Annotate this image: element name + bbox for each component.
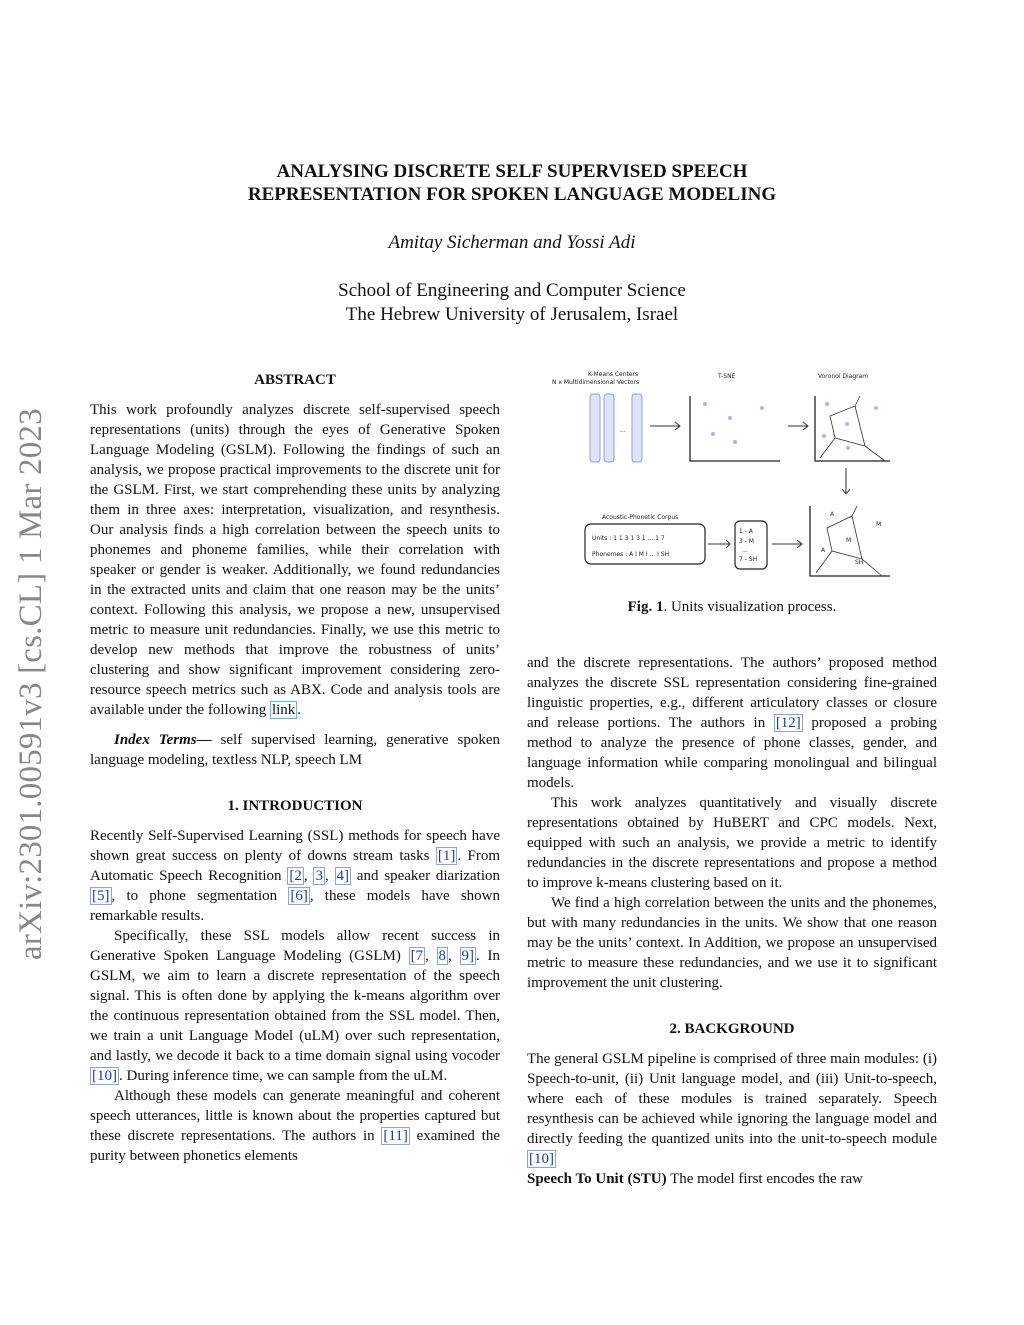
region-label-a: A [821, 547, 826, 554]
tsne-point [703, 402, 707, 406]
arxiv-identifier: arXiv:2301.00591v3 [cs.CL] 1 Mar 2023 [13, 408, 49, 960]
right-paragraph-3: We find a high correlation between the units and the phonemes, but with many redundancies in the units. We show that one reason may be the units’ context. In Addition, we propose an unsupervised metric to measure these redundancies, and we use it to significant improvement the unit clustering. [527, 895, 937, 991]
tsne-axes [690, 396, 780, 461]
citation-link[interactable]: [2 [289, 868, 302, 884]
label-voronoi: Voronoi Diagram [818, 373, 869, 380]
region-label-m: M [876, 521, 882, 528]
voronoi-point [846, 446, 850, 450]
voronoi-edge [855, 396, 860, 406]
figure-units-visualization [552, 366, 890, 582]
phonemes-row: Phonemes : A I M I ... I SH [592, 551, 670, 558]
tsne-point [733, 440, 737, 444]
tsne-point [728, 416, 732, 420]
voronoi-point [822, 434, 826, 438]
introduction-heading: 1. INTRODUCTION [227, 798, 363, 814]
map-line-3: ... [742, 547, 748, 554]
title-line-2: REPRESENTATION FOR SPOKEN LANGUAGE MODELING [247, 184, 777, 205]
citation-link[interactable]: [11] [383, 1128, 408, 1144]
intro-paragraph-3: Although these models can generate meaningful and coherent speech utterances, little is known about the properties captured but these discrete representations. The authors in [11] examined the purity between phonetics elements [90, 1088, 501, 1164]
region-label-sh: SH [855, 559, 864, 566]
voronoi-edges [820, 438, 885, 461]
citation-link[interactable]: [5] [92, 888, 110, 904]
abstract-heading: ABSTRACT [254, 372, 336, 388]
vector-ellipsis: ... [620, 427, 626, 434]
background-heading: 2. BACKGROUND [669, 1021, 795, 1037]
citation-link[interactable]: [6] [290, 888, 308, 904]
map-line-2: 3 - M [739, 538, 754, 545]
citation-link[interactable]: 3 [315, 868, 323, 884]
caption-text: . Units visualization process. [663, 599, 837, 615]
corpus-box [585, 524, 705, 564]
citation-link[interactable]: [1] [437, 848, 456, 864]
title-line-1: ANALYSING DISCRETE SELF SUPERVISED SPEECH [276, 161, 748, 182]
right-paragraph-2: This work analyzes quantitatively and visually discrete representations obtained by HuBERT and CPC models. Next, equipped with such an analysis, we provide a metric to identify redundancies in the discrete representations and propose a method to improve k-means clustering based on it. [527, 795, 937, 891]
label-vectors: N x Multidimensional Vectors [552, 379, 640, 386]
tsne-point [711, 432, 715, 436]
background-paragraph: The general GSLM pipeline is comprised of three main modules: (i) Speech-to-unit, (ii) Unit language model, and (iii) Unit-to-speech, where each of these modules is trained separately. Speech resynthesis can be achieved while ignoring the language model and directly feeding the quantized units into the unit-to-speech module [10] [527, 1051, 937, 1167]
affiliation-line-2: The Hebrew University of Jerusalem, Israel [345, 304, 679, 325]
left-column [90, 370, 500, 1166]
label-kmeans-centers: K-Means Centers [588, 371, 639, 378]
labeled-voronoi-edges [827, 516, 862, 559]
index-terms-label: Index Terms— [114, 732, 212, 748]
vector-bar [632, 394, 642, 462]
citation-link[interactable]: [7 [410, 948, 424, 964]
citation-link[interactable]: [10] [92, 1068, 117, 1084]
tsne-point [760, 406, 764, 410]
right-paragraph-1: and the discrete representations. The authors’ proposed method analyzes the discrete SSL representation considering fine-grained linguistic properties, e.g., different articulatory classes or closure and release portions. The authors in [12] proposed a probing method to analyze the presence of phone classes, gender, and language information while comparing monolingual and bilingual models. [527, 655, 937, 791]
label-tsne: T-SNE [718, 373, 736, 380]
vector-bar [590, 394, 600, 462]
right-column [527, 653, 937, 1189]
stu-label: Speech To Unit (STU) [527, 1171, 667, 1187]
citation-link[interactable]: [12] [775, 715, 801, 731]
affiliation [100, 279, 924, 327]
voronoi-edges [830, 406, 865, 446]
citation-link[interactable]: [10] [529, 1151, 554, 1167]
labeled-voronoi-edge [852, 506, 857, 516]
figure-caption [527, 599, 937, 616]
stu-paragraph: Speech To Unit (STU) The model first encodes the raw [527, 1171, 863, 1187]
affiliation-line-1: School of Engineering and Computer Science [338, 280, 686, 301]
voronoi-point [874, 406, 878, 410]
abstract-text: This work profoundly analyzes discrete self-supervised speech representations (units) through the eyes of Generative Spoken Language Modeling (GSLM). Following the findings of such an analysis, we propose practical improvements to the discrete unit for the GSLM. First, we start comprehending these units by analyzing them in three axes: interpretation, visualization, and resynthesis. Our analysis finds a high correlation between the speech units to phonemes and phoneme families, while their correlation with speaker or gender is weaker. Additionally, we found redundancies in the extracted units and claim that one reason may be the units’ context. Following this analysis, we propose a new, unsupervised metric to measure unit redundancies. Finally, we use this metric to develop new methods that improve the robustness of units’ clustering and show significant improvement considering zero-resource speech metrics such as ABX. Code and analysis tools are available under the following link . [90, 402, 500, 718]
vector-bar [604, 394, 614, 462]
arxiv-identifier-sidebar [13, 360, 53, 960]
voronoi-point [845, 422, 849, 426]
map-line-1: 1 - A [739, 528, 753, 535]
caption-label: Fig. 1 [627, 599, 664, 615]
citation-link[interactable]: 9] [461, 948, 475, 964]
authors: Amitay Sicherman and Yossi Adi [388, 232, 636, 253]
abstract-body: This work profoundly analyzes discrete self-supervised speech representations (units) through the eyes of Generative Spoken Language Modeling (GSLM). Following the findings of such an analysis, we propose practical improvements to the discrete unit for the GSLM. First, we start comprehending these units by analyzing them in three axes: interpretation, visualization, and resynthesis. Our analysis finds a high correlation between the speech units to phonemes and phoneme families, while their correlation with speaker or gender is weaker. Additionally, we found redundancies in the extracted units and claim that one reason may be the units’ context. Following this analysis, we propose a new, unsupervised metric to measure unit redundancies. Finally, we use this metric to develop new methods that improve the robustness of units’ clustering and show significant improvement considering zero-resource speech metrics such as ABX. Code and analysis tools are available under the following [90, 402, 500, 718]
region-label-m: M [846, 537, 852, 544]
paper-title [100, 160, 924, 206]
index-terms [90, 730, 500, 770]
labeled-voronoi-edges [816, 551, 882, 576]
intro-paragraph-2: Specifically, these SSL models allow recent success in Generative Spoken Language Modeling (GSLM) [7 , 8 , 9] . In GSLM, we aim to learn a discrete representation of the speech signal. This is often done by applying the k-means algorithm over the continuous representation obtained from the SSL model. Then, we train a unit Language Model (uLM) over such representation, and lastly, we decode it back to a time domain signal using vocoder [10] . During inference time, we can sample from the uLM. [90, 928, 501, 1084]
label-corpus: Acoustic-Phonetic Corpus [602, 514, 679, 521]
index-terms-text: self supervised learning, generative spoken language modeling, textless NLP, speech LM [90, 732, 500, 768]
voronoi-point [825, 402, 829, 406]
region-label-a: A [830, 511, 835, 518]
units-row: Units : 1 1 3 1 3 1 ... 1 7 [592, 535, 665, 542]
code-link[interactable]: link [271, 702, 296, 718]
citation-link[interactable]: 4] [336, 868, 349, 884]
intro-paragraph-1: Recently Self-Supervised Learning (SSL) methods for speech have shown great success on plenty of downs stream tasks [1] . From Automatic Speech Recognition [2 , 3 , 4] and speaker diarization [5] , to phone segmentation [6] , these models have shown remarkable results. [90, 828, 501, 924]
map-line-4: 7 - SH [739, 556, 758, 563]
citation-link[interactable]: 8 [438, 948, 447, 964]
